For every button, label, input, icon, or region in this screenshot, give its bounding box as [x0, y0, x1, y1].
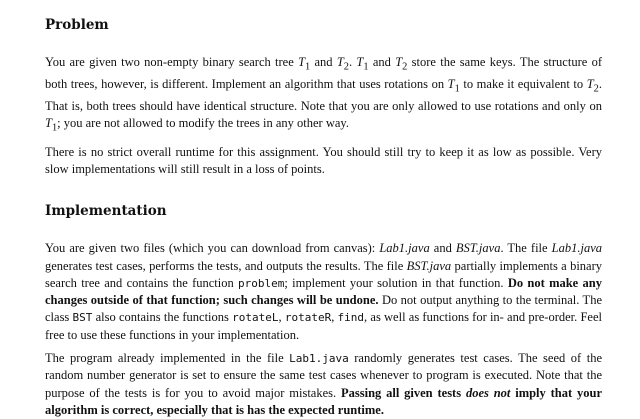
bold-note: Passing all given tests does not imply that your algorithm is correct, especially that is has the expected runtime. [45, 385, 603, 417]
code-function-name: rotateL [232, 311, 279, 325]
code-function-name: rotateR [284, 311, 332, 325]
problem-paragraph-2: There is no strict overall runtime for this assignment. You should still try to keep it as low as possible. Very slow implementations will still result in a loss of points. [45, 144, 602, 176]
bold-warning: Do not make any changes outside of that function; such changes will be undone. [45, 275, 602, 308]
code-file-name: Lab1.java [289, 352, 349, 366]
file-name: Lab1.java [379, 241, 430, 256]
implementation-paragraph-2: The program already implemented in the file Lab1.java randomly generates test cases. The seed of the random number generator is set to ensure the same test cases whenever to program is executed. Note that the purpose of the tests is for you to avoid major mistakes. Passing all given tests does not imply that your algorithm is correct, especially that is has the expected runtime. [45, 351, 603, 417]
file-name: BST.java [455, 241, 501, 256]
implementation-paragraph-1: You are given two files (which you can download from canvas): Lab1.java and BST.java. The file Lab1.java generates test cases, performs the tests, and outputs the results. The file BST.java partially implements a binary search tree and contains the function problem; implement your solution in that function. Do not make any changes outside of that function; such changes will be undone. Do not output anything to the terminal. The class BST also contains the functions rotateL, rotateR, find, as well as functions for in- and pre-order. Feel free to use these functions in your implementation. [45, 241, 603, 342]
code-function-name: find [337, 311, 365, 325]
code-function-name: problem [238, 276, 285, 290]
problem-heading: Problem [45, 17, 109, 33]
file-name: Lab1.java [551, 241, 602, 256]
problem-paragraph-1: You are given two non-empty binary search tree $T_1$ and $T_2$. $T_1$ and $T_2$ store the same keys. The structure of both trees, however, is different. Implement an algorithm that uses rotations on $T_1$ to make it equivalent to $T_2$. That is, both trees should have identical structure. Note that you are only allowed to use rotations and only on $T_1$; you are not allowed to modify the trees in any other way. [45, 55, 602, 134]
file-name: BST.java [406, 258, 452, 273]
implementation-heading: Implementation [45, 203, 167, 220]
code-class-name: BST [72, 311, 93, 325]
